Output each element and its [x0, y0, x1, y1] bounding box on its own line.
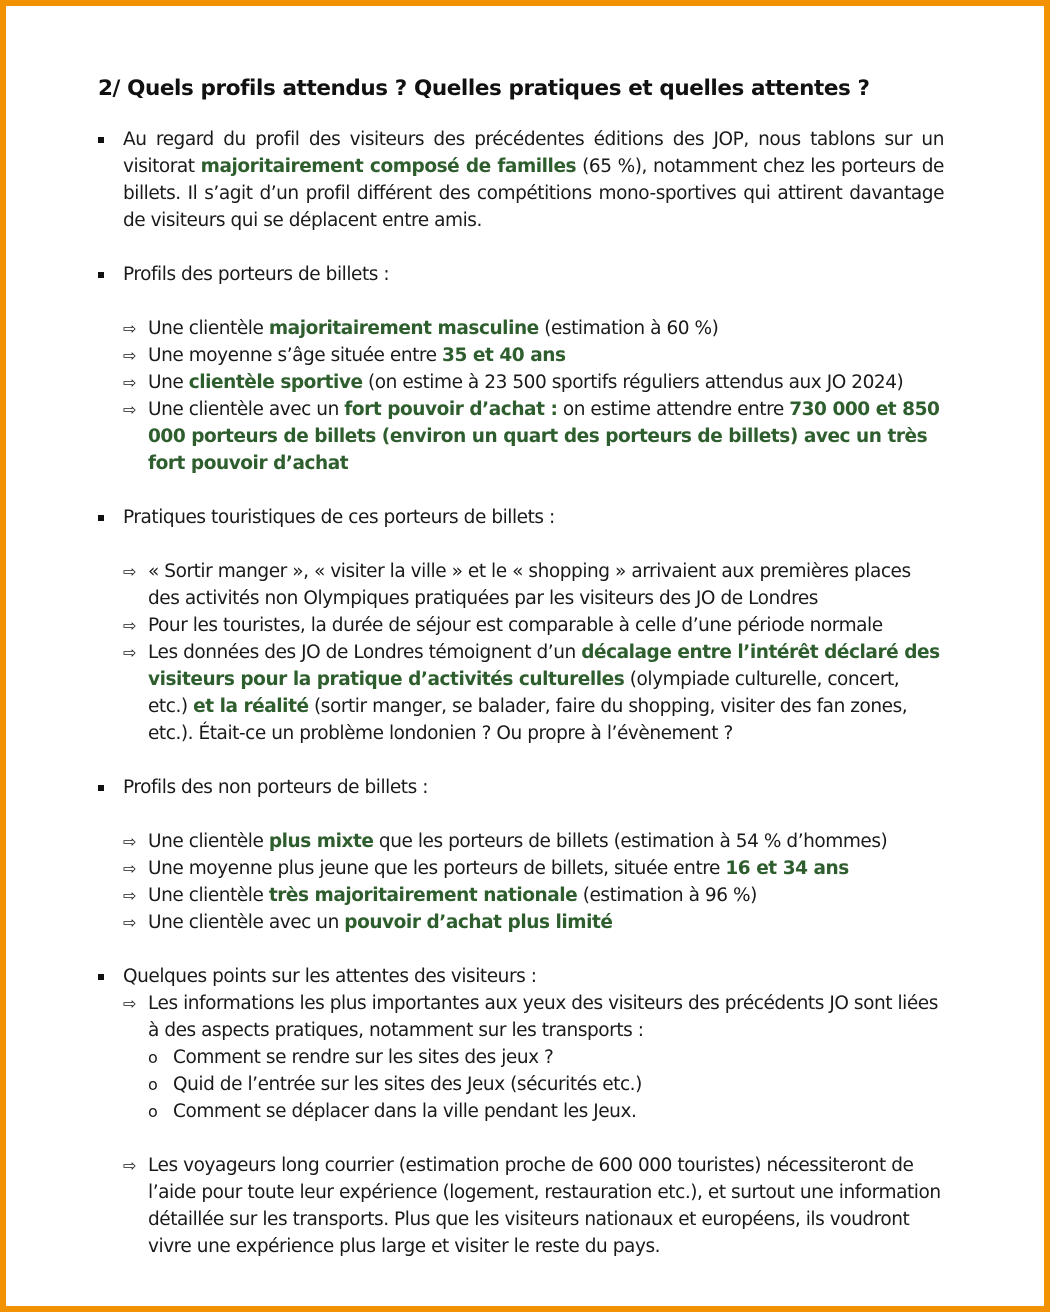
circle-bullet-icon: o [148, 1102, 158, 1121]
list-item: ⇨ Une clientèle avec un fort pouvoir d’achat : on estime attendre entre 730 000 et 850 000 porteurs de billets (environ un quart des porteurs de billets) avec un très fort pouvoir d’achat [98, 396, 944, 477]
list-item: ⇨ Les données des JO de Londres témoignent d’un décalage entre l’intérêt déclaré des visiteurs pour la pratique d’activités culturelles (olympiade culturelle, concert, etc.) et la réalité (sortir manger, se balader, faire du shopping, visiter des fan zones, etc.). Était-ce un problème londonien ? Ou propre à l’évènement ? [98, 639, 944, 747]
arrow-icon: ⇨ [123, 346, 136, 365]
arrow-icon: ⇨ [123, 373, 136, 392]
list-item: ⇨ Une moyenne plus jeune que les porteurs de billets, située entre 16 et 34 ans [98, 855, 944, 882]
arrow-icon: ⇨ [123, 832, 136, 851]
circle-bullet-icon: o [148, 1048, 158, 1067]
sub-list-item: o Quid de l’entrée sur les sites des Jeux (sécurités etc.) [98, 1071, 944, 1098]
arrow-icon: ⇨ [123, 1156, 136, 1175]
list-item: ⇨ Une clientèle très majoritairement nationale (estimation à 96 %) [98, 882, 944, 909]
arrow-icon: ⇨ [123, 886, 136, 905]
arrow-icon: ⇨ [123, 400, 136, 419]
intro-bullet: Au regard du profil des visiteurs des précédentes éditions des JOP, nous tablons sur un visitorat majoritairement composé de familles (65 %), notamment chez les porteurs de billets. Il s’agit d’un profil différent des compétitions mono-sportives qui attirent davantage de visiteurs qui se déplacent entre amis. [98, 126, 944, 234]
arrow-icon: ⇨ [123, 562, 136, 581]
section-heading: 2/ Quels profils attendus ? Quelles pratiques et quelles attentes ? [98, 76, 870, 101]
list-item: ⇨ Une clientèle sportive (on estime à 23 500 sportifs réguliers attendus aux JO 2024) [98, 369, 944, 396]
non-ticket-profiles-title: Profils des non porteurs de billets : [98, 774, 944, 801]
arrow-icon: ⇨ [123, 616, 136, 635]
tourist-practices-title: Pratiques touristiques de ces porteurs de billets : [98, 504, 944, 531]
circle-bullet-icon: o [148, 1075, 158, 1094]
list-item: ⇨ Une clientèle plus mixte que les porteurs de billets (estimation à 54 % d’hommes) [98, 828, 944, 855]
arrow-icon: ⇨ [123, 319, 136, 338]
document-body [98, 70, 944, 1260]
list-item: ⇨ Une clientèle avec un pouvoir d’achat plus limité [98, 909, 944, 936]
arrow-icon: ⇨ [123, 859, 136, 878]
arrow-icon: ⇨ [123, 643, 136, 662]
list-item: ⇨ Une clientèle majoritairement masculine (estimation à 60 %) [98, 315, 944, 342]
expectations-title: Quelques points sur les attentes des visiteurs : [98, 963, 944, 990]
arrow-icon: ⇨ [123, 913, 136, 932]
sub-list-item: o Comment se déplacer dans la ville pendant les Jeux. [98, 1098, 944, 1125]
sub-list-item: o Comment se rendre sur les sites des jeux ? [98, 1044, 944, 1071]
list-item: ⇨ Les informations les plus importantes aux yeux des visiteurs des précédents JO sont liées à des aspects pratiques, notamment sur les transports : [98, 990, 944, 1044]
list-item: ⇨ « Sortir manger », « visiter la ville » et le « shopping » arrivaient aux premières places des activités non Olympiques pratiquées par les visiteurs des JO de Londres [98, 558, 944, 612]
list-item: ⇨ Pour les touristes, la durée de séjour est comparable à celle d’une période normale [98, 612, 944, 639]
list-item: ⇨ Les voyageurs long courrier (estimation proche de 600 000 touristes) nécessiteront de l’aide pour toute leur expérience (logement, restauration etc.), et surtout une information détaillée sur les transports. Plus que les visiteurs nationaux et européens, ils voudront vivre une expérience plus large et visiter le reste du pays. [98, 1152, 944, 1260]
arrow-icon: ⇨ [123, 994, 136, 1013]
list-item: ⇨ Une moyenne s’âge située entre 35 et 40 ans [98, 342, 944, 369]
ticket-profiles-title: Profils des porteurs de billets : [98, 261, 944, 288]
